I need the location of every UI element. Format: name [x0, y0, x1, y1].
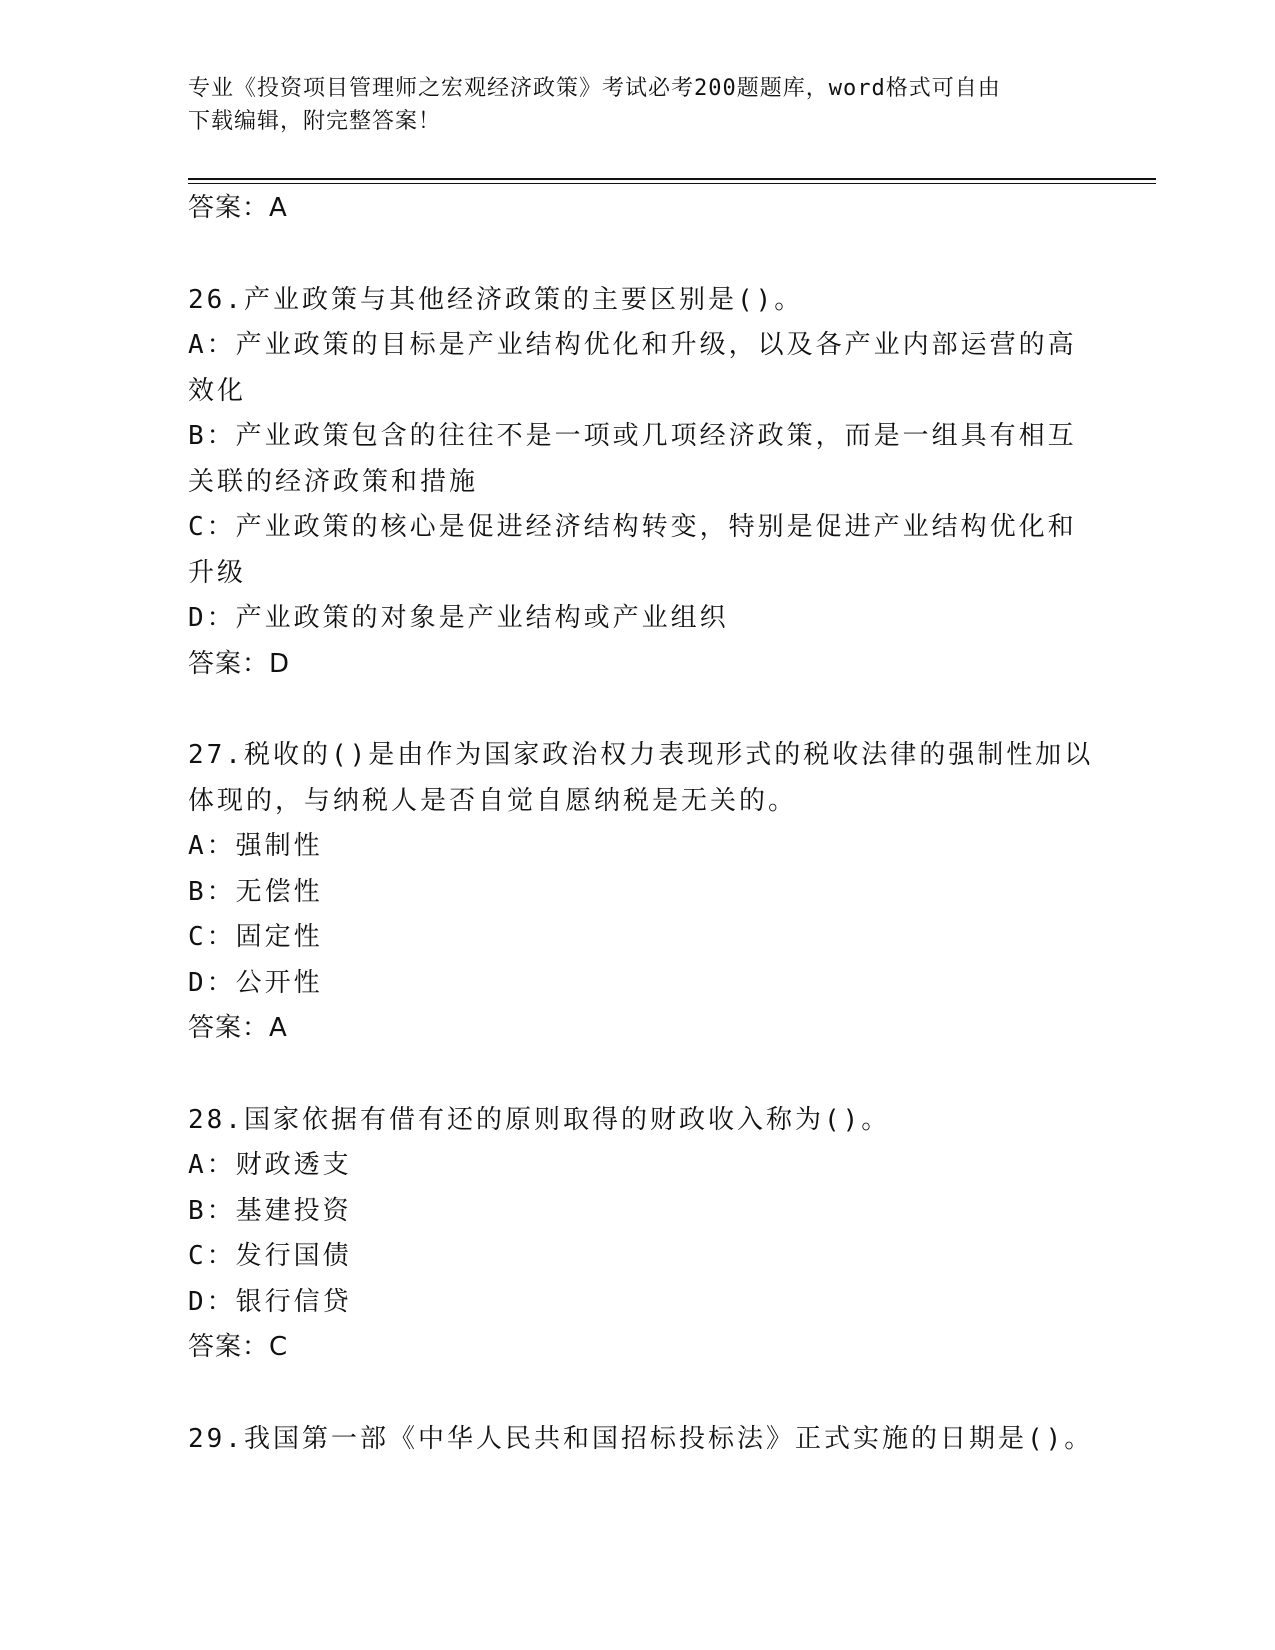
question-stem: 28.国家依据有借有还的原则取得的财政收入称为()。 [188, 1104, 891, 1135]
option-d: D：产业政策的对象是产业结构或产业组织 [188, 603, 729, 633]
header-rule-thick [188, 178, 1156, 180]
question-26 [188, 278, 1088, 688]
option-c: C：固定性 [188, 922, 323, 952]
question-27 [188, 733, 1094, 1052]
question-list [188, 186, 1094, 1462]
option-a: A：财政透支 [188, 1150, 352, 1180]
option-b-cont: 关联的经济政策和措施 [188, 466, 479, 497]
spacer [188, 687, 1088, 733]
question-stem: 26.产业政策与其他经济政策的主要区别是()。 [188, 284, 804, 315]
spacer [188, 1052, 1088, 1098]
answer: 答案：C [188, 1332, 289, 1362]
spacer [188, 232, 1088, 278]
option-c-cont: 升级 [188, 557, 247, 588]
option-d: D：银行信贷 [188, 1286, 352, 1317]
option-d: D：公开性 [188, 967, 323, 998]
previous-answer: 答案：A [188, 193, 288, 223]
question-stem: 29.我国第一部《中华人民共和国招标投标法》正式实施的日期是()。 [188, 1423, 1094, 1454]
option-b: B：基建投资 [188, 1195, 352, 1226]
option-c: C：发行国债 [188, 1241, 352, 1271]
option-c: C：产业政策的核心是促进经济结构转变，特别是促进产业结构优化和 [188, 512, 1077, 542]
answer: 答案：D [188, 648, 291, 679]
option-a-cont: 效化 [188, 375, 247, 406]
option-a: A：产业政策的目标是产业结构优化和升级，以及各产业内部运营的高 [188, 330, 1077, 360]
document-header [188, 72, 1088, 138]
option-b: B：无偿性 [188, 876, 323, 907]
question-stem: 27.税收的()是由作为国家政治权力表现形式的税收法律的强制性加以 [188, 740, 1094, 770]
header-line-2: 下载编辑，附完整答案！ [188, 109, 442, 134]
header-line-1: 专业《投资项目管理师之宏观经济政策》考试必考200题题库，word格式可自由 [188, 76, 1001, 101]
spacer [188, 1371, 1088, 1417]
header-rule-thin [188, 183, 1156, 184]
question-29 [188, 1417, 1094, 1463]
answer: 答案：A [188, 1013, 288, 1043]
option-a: A：强制性 [188, 831, 323, 861]
question-28 [188, 1098, 1088, 1371]
option-b: B：产业政策包含的往往不是一项或几项经济政策，而是一组具有相互 [188, 421, 1077, 451]
question-stem-cont: 体现的，与纳税人是否自觉自愿纳税是无关的。 [188, 785, 798, 816]
